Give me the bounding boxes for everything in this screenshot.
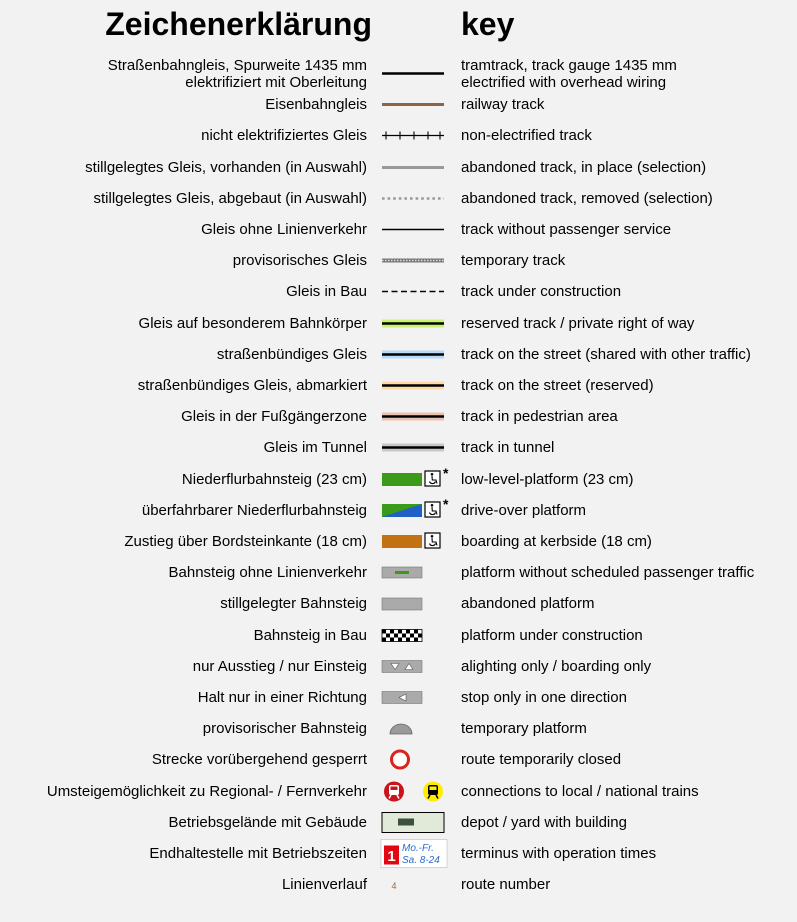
label-english: railway track [461,96,545,114]
legend-row [0,620,797,651]
label-english: track in pedestrian area [461,408,618,426]
legend-row [0,370,797,401]
legend-row [0,807,797,838]
legend-row [0,557,797,588]
label-german: Eisenbahngleis [265,96,367,114]
legend-row [0,401,797,432]
non-electrified-track-icon [382,132,444,140]
label-english: abandoned track, in place (selection) [461,158,707,176]
label-english: track on the street (shared with other traffic) [461,345,751,363]
legend-symbol [378,183,450,214]
one-direction-icon [382,692,422,704]
footnote-asterisk: * [443,495,449,512]
legend-symbol [378,152,450,183]
label-german: Linienverlauf [281,876,367,894]
no-service-platform-icon [382,567,422,578]
label-english: depot / yard with building [461,813,627,831]
legend-row [0,744,797,775]
legend-row [0,183,797,214]
label-german: stillgelegtes Gleis, abgebaut (in Auswahl) [93,189,367,207]
label-english: track in tunnel [461,439,555,457]
legend-symbol [378,432,450,463]
label-english: non-electrified track [461,127,592,145]
depot-icon [382,812,444,832]
label-english: abandoned platform [461,595,595,613]
terminus-icon [381,840,447,868]
route-number-icon [391,881,396,891]
label-german: Halt nur in einer Richtung [197,689,367,706]
abandoned-platform-icon [382,598,422,610]
legend-row [0,526,797,557]
legend-row [0,776,797,807]
label-german: Gleis ohne Linienverkehr [201,221,367,238]
label-english: drive-over platform [461,501,587,519]
label-english-line: electrified with overhead wiring [461,73,667,91]
legend-symbol [378,276,450,307]
label-german: straßenbündiges Gleis, abmarkiert [137,377,367,394]
legend-symbol [378,651,450,682]
legend-row [0,214,797,245]
label-german: überfahrbarer Niederflurbahnsteig [141,501,367,519]
legend-symbol [378,214,450,245]
label-german: Gleis im Tunnel [263,439,367,457]
train-connection-icon [384,781,443,801]
label-german: provisorischer Bahnsteig [202,720,367,738]
label-german: Endhaltestelle mit Betriebszeiten [149,845,367,862]
drive-over-platform-icon [382,502,440,517]
label-english: stop only in one direction [461,689,627,706]
label-german: Betriebsgelände mit Gebäude [168,813,367,831]
label-german-line: Straßenbahngleis, Spurweite 1435 mm [107,56,367,74]
legend-row [0,339,797,370]
legend-row [0,276,797,307]
label-english: platform without scheduled passenger traffic [461,564,755,582]
label-english: temporary track [461,252,566,270]
low-platform-icon [382,471,440,486]
svg-text:Sa. 8-24: Sa. 8-24 [402,855,440,866]
legend-row [0,308,797,339]
legend-symbol [378,339,450,370]
label-german: Niederflurbahnsteig (23 cm) [181,470,367,488]
label-english: route number [461,876,551,894]
label-german-line: elektrifiziert mit Oberleitung [185,73,367,91]
legend-symbol [378,682,450,713]
alighting-boarding-icon [382,660,422,672]
legend-row [0,245,797,276]
legend-row [0,682,797,713]
legend-symbol [378,245,450,276]
label-german: straßenbündiges Gleis [216,345,367,363]
legend-symbol [378,495,450,526]
legend-symbol [378,838,450,869]
legend-row [0,869,797,900]
legend-row [0,495,797,526]
svg-text:Mo.-Fr.: Mo.-Fr. [402,843,434,854]
legend-row [0,464,797,495]
legend-symbol [378,526,450,557]
label-english: route temporarily closed [461,751,622,769]
label-english: track without passenger service [461,221,672,238]
legend-row [0,89,797,120]
label-german: nicht elektrifiziertes Gleis [201,127,367,145]
legend-symbol [378,557,450,588]
title-english: key [461,6,515,42]
temporary-platform-icon [390,724,412,734]
legend-symbol [378,869,450,900]
legend-row [0,432,797,463]
label-german: Bahnsteig ohne Linienverkehr [168,564,367,582]
svg-text:4: 4 [391,881,397,892]
label-english: temporary platform [461,720,587,738]
title-german: Zeichenerklärung [105,6,372,42]
label-german: Gleis in Bau [286,283,367,301]
legend-row [0,838,797,869]
legend-row [0,120,797,151]
label-german: Umsteigemöglichkeit zu Regional- / Fernverkehr [46,782,367,800]
legend-row [0,588,797,619]
legend-symbol [378,744,450,775]
label-english: terminus with operation times [461,845,657,862]
kerbside-platform-icon [382,533,440,548]
label-english: reserved track / private right of way [461,314,695,332]
label-german: Bahnsteig in Bau [253,626,367,644]
label-german: provisorisches Gleis [232,252,367,270]
label-english: track on the street (reserved) [461,377,654,394]
label-german: Zustieg über Bordsteinkante (18 cm) [124,533,367,550]
legend-symbol [378,370,450,401]
route-closed-icon [392,751,409,768]
legend-symbol [378,776,450,807]
legend-symbol [378,58,450,89]
legend-symbol [378,620,450,651]
legend-symbol [378,401,450,432]
footnote-asterisk: * [443,464,449,481]
legend-symbol [378,120,450,151]
label-german: Strecke vorübergehend gesperrt [151,751,367,769]
legend-symbol [378,308,450,339]
label-german [108,58,367,89]
construction-platform-icon [382,629,422,641]
legend-row [0,152,797,183]
label-german: stillgelegtes Gleis, vorhanden (in Auswahl) [85,158,367,176]
label-english: boarding at kerbside (18 cm) [461,533,652,550]
label-german: nur Ausstieg / nur Einsteig [192,657,367,675]
label-english: low-level-platform (23 cm) [461,470,634,488]
label-german: Gleis in der Fußgängerzone [181,408,367,426]
svg-text:1: 1 [387,848,396,865]
label-english: platform under construction [461,626,643,644]
label-german: stillgelegter Bahnsteig [220,595,367,613]
legend-row [0,713,797,744]
label-german: Gleis auf besonderem Bahnkörper [138,314,367,332]
legend-row [0,651,797,682]
legend-symbol [378,588,450,619]
label-english: alighting only / boarding only [461,657,652,675]
label-english-line: tramtrack, track gauge 1435 mm [461,56,677,74]
label-english [461,58,677,89]
legend-symbol [378,464,450,495]
label-english: track under construction [461,283,622,301]
legend-symbol [378,89,450,120]
legend-symbol [378,807,450,838]
legend-symbol [378,713,450,744]
label-english: abandoned track, removed (selection) [461,189,713,207]
legend-row [0,58,797,89]
label-english: connections to local / national trains [461,782,699,800]
